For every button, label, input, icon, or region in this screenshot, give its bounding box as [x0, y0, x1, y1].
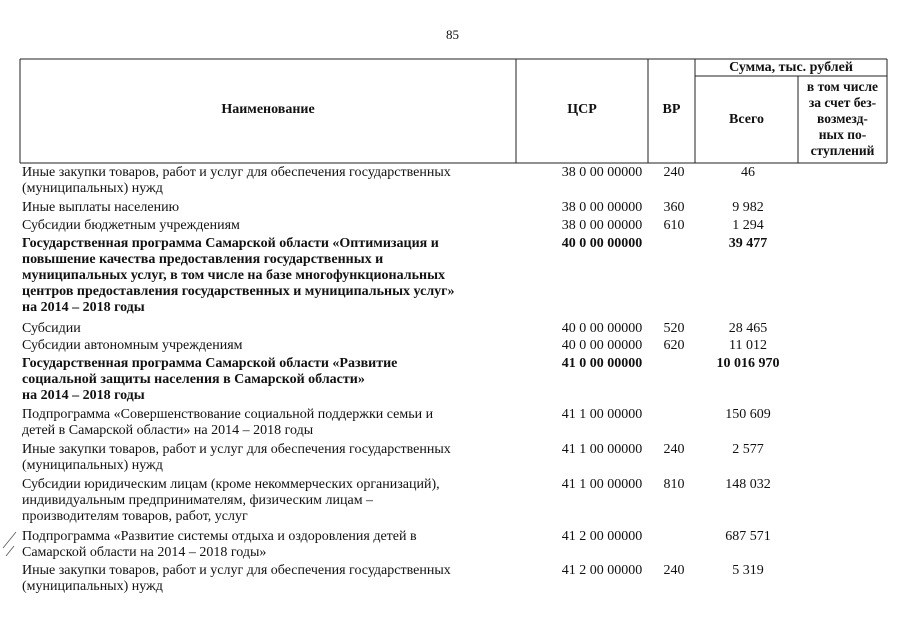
row-csr: 41 1 00 00000: [561, 477, 643, 492]
header-gratuitous-line: ступлений: [810, 143, 875, 158]
row-name: [22, 200, 510, 216]
header-gratuitous-line: за счет без-: [808, 95, 877, 110]
row-name-line: Подпрограмма «Развитие системы отдыха и оздоровления детей в: [22, 529, 417, 544]
row-total: 10 016 970: [716, 356, 780, 371]
row-name-line: (муниципальных) нужд: [22, 181, 163, 196]
row-total: 39 477: [728, 236, 768, 251]
row-csr: 41 1 00 00000: [561, 442, 643, 457]
row-name-line: Государственная программа Самарской области «Оптимизация и: [22, 236, 439, 251]
header-gratuitous-line: возмезд-: [817, 111, 868, 126]
row-csr: 38 0 00 00000: [561, 200, 643, 215]
header-total: Всего: [729, 112, 764, 127]
row-csr: 40 0 00 00000: [561, 338, 643, 353]
row-total: 28 465: [728, 321, 768, 336]
row-name-line: на 2014 – 2018 годы: [22, 300, 145, 315]
row-csr: 38 0 00 00000: [561, 218, 643, 233]
row-name: [22, 356, 510, 404]
row-name-line: детей в Самарской области» на 2014 – 2018 годы: [22, 423, 314, 438]
row-name: [22, 165, 510, 197]
row-name: [22, 321, 510, 337]
row-total: 150 609: [725, 407, 771, 422]
row-name-line: Иные закупки товаров, работ и услуг для обеспечения государственных: [22, 165, 451, 180]
row-name: [22, 407, 510, 439]
row-name-line: Субсидии автономным учреждениям: [22, 338, 243, 353]
row-csr: 40 0 00 00000: [561, 236, 643, 251]
row-name: [22, 442, 510, 474]
row-total: 9 982: [732, 200, 764, 215]
row-csr: 41 2 00 00000: [561, 563, 643, 578]
row-name-line: Самарской области на 2014 – 2018 годы»: [22, 545, 267, 560]
row-name: [22, 236, 510, 316]
row-name: [22, 529, 510, 561]
row-csr: 38 0 00 00000: [561, 165, 643, 180]
row-name-line: Государственная программа Самарской области «Развитие: [22, 356, 398, 371]
row-vr: 240: [663, 442, 685, 457]
row-name-line: (муниципальных) нужд: [22, 579, 163, 594]
row-name-line: Субсидии: [22, 321, 81, 336]
header-csr: ЦСР: [567, 102, 597, 117]
header-vr: ВР: [662, 102, 681, 117]
row-vr: 610: [663, 218, 685, 233]
row-name-line: Субсидии бюджетным учреждениям: [22, 218, 240, 233]
row-name-line: Субсидии юридическим лицам (кроме некоммерческих организаций),: [22, 477, 440, 492]
row-vr: 810: [663, 477, 685, 492]
row-csr: 41 1 00 00000: [561, 407, 643, 422]
row-total: 46: [741, 165, 755, 180]
row-name: [22, 563, 510, 595]
page-number: 85: [446, 27, 459, 42]
row-name: [22, 218, 510, 234]
row-name-line: Иные закупки товаров, работ и услуг для обеспечения государственных: [22, 442, 451, 457]
row-name-line: социальной защиты населения в Самарской области»: [22, 372, 365, 387]
row-name: [22, 338, 510, 354]
row-total: 148 032: [725, 477, 771, 492]
row-name-line: Иные закупки товаров, работ и услуг для обеспечения государственных: [22, 563, 451, 578]
row-name-line: повышение качества предоставления государственных и: [22, 252, 384, 267]
row-csr: 41 2 00 00000: [561, 529, 643, 544]
row-name-line: (муниципальных) нужд: [22, 458, 163, 473]
row-name-line: Подпрограмма «Совершенствование социальной поддержки семьи и: [22, 407, 434, 422]
row-total: 5 319: [732, 563, 764, 578]
row-vr: 360: [663, 200, 685, 215]
row-name-line: индивидуальным предпринимателям, физическим лицам –: [22, 493, 374, 508]
row-vr: 620: [663, 338, 685, 353]
header-gratuitous-line: в том числе: [806, 79, 879, 94]
row-name-line: центров предоставления государственных и муниципальных услуг»: [22, 284, 455, 299]
row-total: 1 294: [732, 218, 764, 233]
row-vr: 240: [663, 165, 685, 180]
header-gratuitous-line: ных по-: [818, 127, 867, 142]
margin-pen-marks: [3, 532, 16, 556]
row-csr: 40 0 00 00000: [561, 321, 643, 336]
row-vr: 520: [663, 321, 685, 336]
row-name-line: на 2014 – 2018 годы: [22, 388, 145, 403]
header-sum: Сумма, тыс. рублей: [729, 60, 853, 75]
header-gratuitous: [798, 79, 887, 159]
row-total: 687 571: [725, 529, 771, 544]
row-total: 11 012: [729, 338, 767, 353]
row-csr: 41 0 00 00000: [561, 356, 643, 371]
row-name-line: Иные выплаты населению: [22, 200, 180, 215]
row-vr: 240: [663, 563, 685, 578]
row-name-line: производителям товаров, работ, услуг: [22, 509, 248, 524]
row-total: 2 577: [732, 442, 764, 457]
row-name-line: муниципальных услуг, в том числе на базе многофункциональных: [22, 268, 445, 283]
row-name: [22, 477, 510, 525]
header-name: Наименование: [221, 102, 315, 117]
